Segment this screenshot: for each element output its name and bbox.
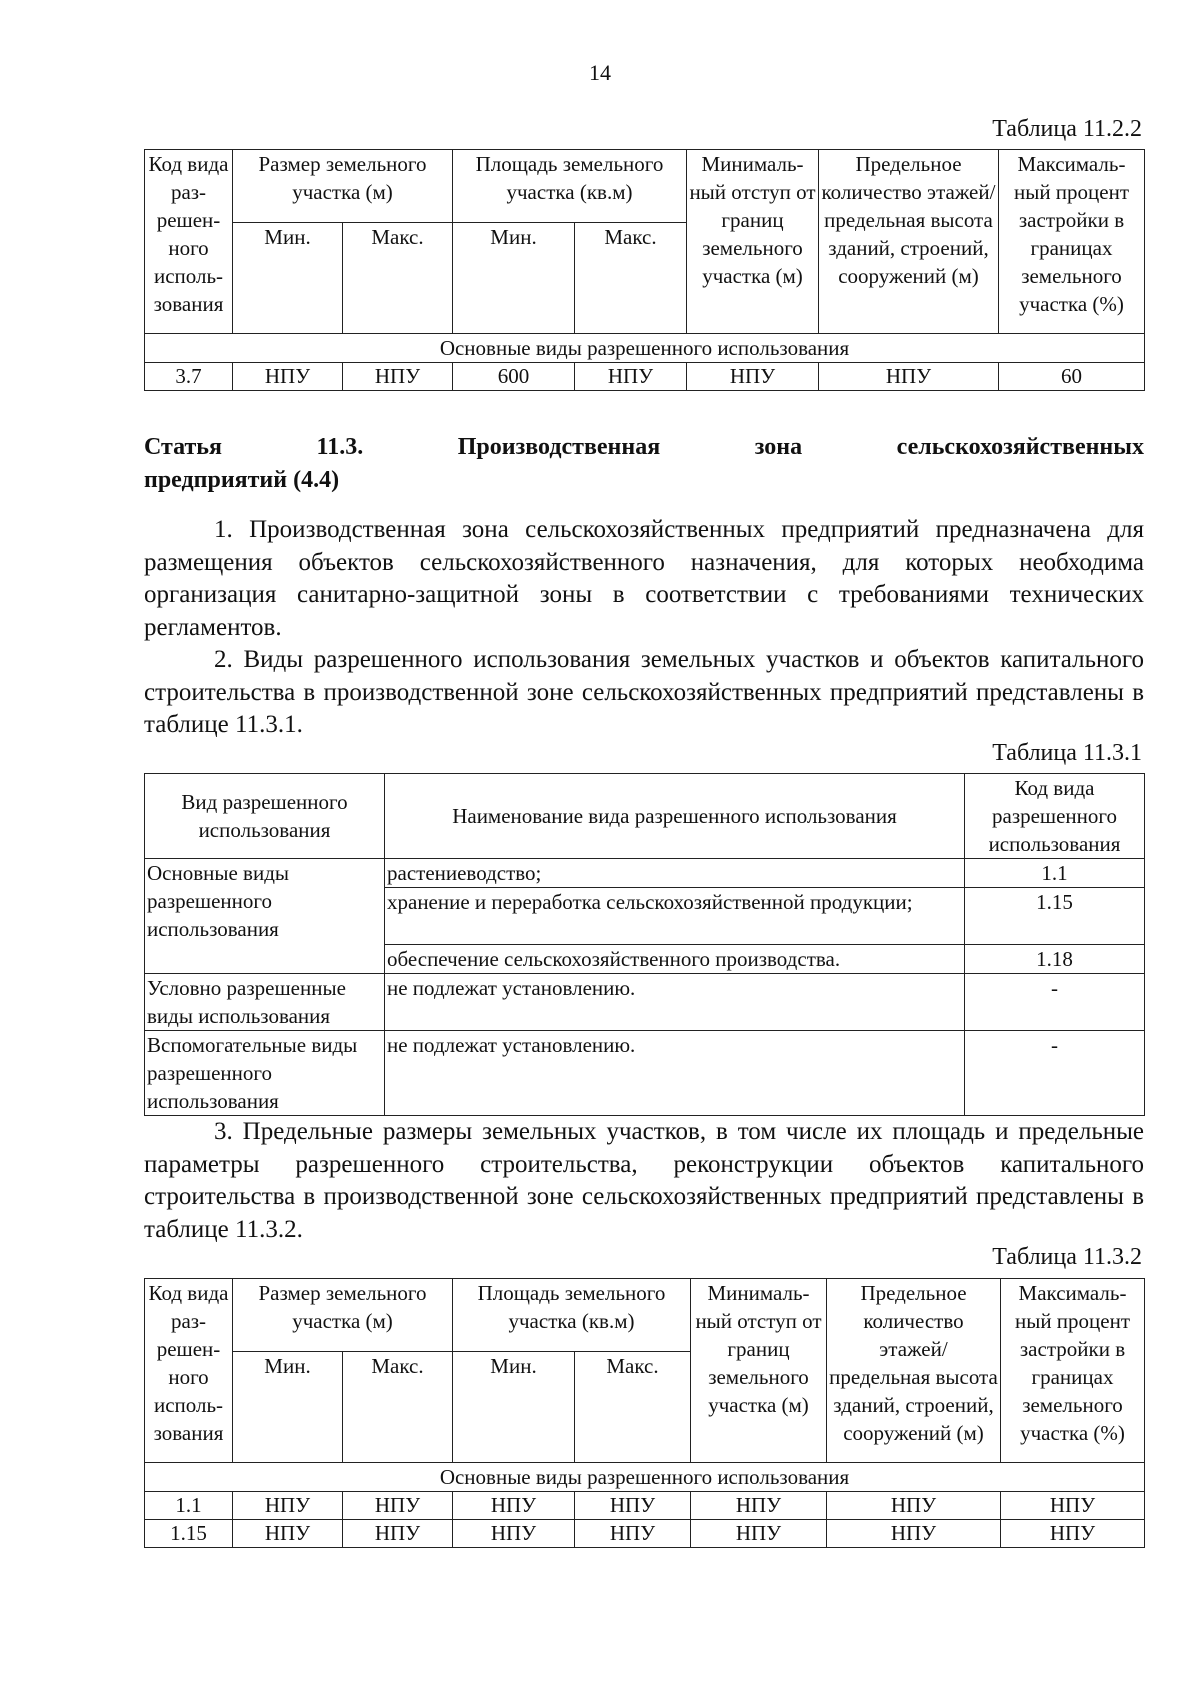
usage-code: 1.15	[965, 888, 1145, 945]
usage-code: -	[965, 1031, 1145, 1116]
cell: НПУ	[233, 363, 343, 391]
paragraph-1: 1. Производственная зона сельскохозяйственных предприятий предназначена для размещения объектов сельскохозяйственного назначения, для которых необходима организация санитарно-защитной зоны в соответствии с требованиями технических регламентов.	[144, 516, 1144, 641]
heading-word: 11.3.	[316, 434, 364, 460]
header-max-percent: Максималь-ный процент застройки в границах земельного участка (%)	[1001, 1279, 1145, 1463]
header-plot-size: Размер земельного участка (м)	[233, 150, 453, 223]
page-number: 14	[589, 60, 611, 85]
usage-name: растениеводство;	[385, 859, 965, 888]
table-caption-11-3-2: Таблица 11.3.2	[992, 1244, 1142, 1270]
header-type: Вид разрешенного использования	[145, 774, 385, 859]
group-type: Условно разрешенные виды использования	[145, 974, 385, 1031]
usage-name: хранение и переработка сельскохозяйственной продукции;	[385, 888, 965, 945]
heading-word: зона	[754, 434, 803, 460]
header-min: Мин.	[453, 1352, 575, 1463]
usage-name: не подлежат установлению.	[385, 974, 965, 1031]
cell: НПУ	[691, 1520, 827, 1548]
cell: НПУ	[453, 1492, 575, 1520]
heading-word: Производственная	[457, 434, 661, 460]
cell: НПУ	[575, 1520, 691, 1548]
header-max: Макс.	[343, 1352, 453, 1463]
header-code: Код вида раз-решен-ного исполь-зования	[145, 1279, 233, 1463]
header-min: Мин.	[453, 223, 575, 334]
cell: 3.7	[145, 363, 233, 391]
cell: НПУ	[1001, 1520, 1145, 1548]
cell: НПУ	[343, 1492, 453, 1520]
header-plot-area: Площадь земельного участка (кв.м)	[453, 150, 687, 223]
usage-name: обеспечение сельскохозяйственного производства.	[385, 945, 965, 974]
header-min-offset: Минималь-ный отступ от границ земельного участка (м)	[691, 1279, 827, 1463]
header-code: Код вида разрешенного использования	[965, 774, 1145, 859]
cell: НПУ	[453, 1520, 575, 1548]
header-floors: Предельное количество этажей/ предельная высота зданий, строений, сооружений (м)	[827, 1279, 1001, 1463]
heading-line2: предприятий (4.4)	[144, 467, 340, 493]
cell: НПУ	[233, 1520, 343, 1548]
cell: НПУ	[827, 1492, 1001, 1520]
table-11-2-2	[144, 149, 1145, 391]
header-min: Мин.	[233, 1352, 343, 1463]
header-floors: Предельное количество этажей/ предельная высота зданий, строений, сооружений (м)	[819, 150, 999, 334]
usage-code: -	[965, 974, 1145, 1031]
header-min: Мин.	[233, 223, 343, 334]
header-max: Макс.	[575, 1352, 691, 1463]
cell: 1.1	[145, 1492, 233, 1520]
heading-word: сельскохозяйственных	[896, 434, 1144, 460]
usage-code: 1.18	[965, 945, 1145, 974]
cell: 1.15	[145, 1520, 233, 1548]
section-label: Основные виды разрешенного использования	[145, 1463, 1145, 1492]
group-type: Основные виды разрешенного использования	[145, 859, 385, 974]
cell: НПУ	[575, 363, 687, 391]
article-heading	[144, 431, 1144, 497]
table-11-3-1	[144, 773, 1145, 1116]
heading-word: Статья	[144, 434, 222, 460]
header-code: Код вида раз-решен-ного исполь-зования	[145, 150, 233, 334]
usage-name: не подлежат установлению.	[385, 1031, 965, 1116]
table-row	[145, 1031, 1145, 1116]
cell: НПУ	[827, 1520, 1001, 1548]
cell: НПУ	[691, 1492, 827, 1520]
header-max: Макс.	[343, 223, 453, 334]
cell: НПУ	[1001, 1492, 1145, 1520]
header-max: Макс.	[575, 223, 687, 334]
table-row	[145, 859, 1145, 888]
header-plot-area: Площадь земельного участка (кв.м)	[453, 1279, 691, 1352]
paragraph-2: 2. Виды разрешенного использования земельных участков и объектов капитального строительства в производственной зоне сельскохозяйственных предприятий представлены в таблице 11.3.1.	[144, 646, 1144, 738]
table-caption-11-2-2: Таблица 11.2.2	[992, 116, 1142, 142]
table-11-3-2	[144, 1278, 1145, 1548]
cell: НПУ	[819, 363, 999, 391]
table-caption-11-3-1: Таблица 11.3.1	[992, 740, 1142, 766]
usage-code: 1.1	[965, 859, 1145, 888]
cell: НПУ	[343, 363, 453, 391]
header-name: Наименование вида разрешенного использования	[385, 774, 965, 859]
table-row	[145, 1492, 1145, 1520]
paragraph-3: 3. Предельные размеры земельных участков, в том числе их площадь и предельные параметры разрешенного строительства, реконструкции объектов капитального строительства в производственной зоне сельскохозяйственных предприятий представлены в таблице 11.3.2.	[144, 1118, 1144, 1243]
group-type: Вспомогательные виды разрешенного использования	[145, 1031, 385, 1116]
table-row	[145, 974, 1145, 1031]
header-min-offset: Минималь-ный отступ от границ земельного участка (м)	[687, 150, 819, 334]
cell: НПУ	[687, 363, 819, 391]
cell: НПУ	[233, 1492, 343, 1520]
cell: 600	[453, 363, 575, 391]
header-max-percent: Максималь-ный процент застройки в границах земельного участка (%)	[999, 150, 1145, 334]
cell: НПУ	[575, 1492, 691, 1520]
cell: НПУ	[343, 1520, 453, 1548]
section-label: Основные виды разрешенного использования	[145, 334, 1145, 363]
table-row	[145, 363, 1145, 391]
header-plot-size: Размер земельного участка (м)	[233, 1279, 453, 1352]
cell: 60	[999, 363, 1145, 391]
table-row	[145, 1520, 1145, 1548]
